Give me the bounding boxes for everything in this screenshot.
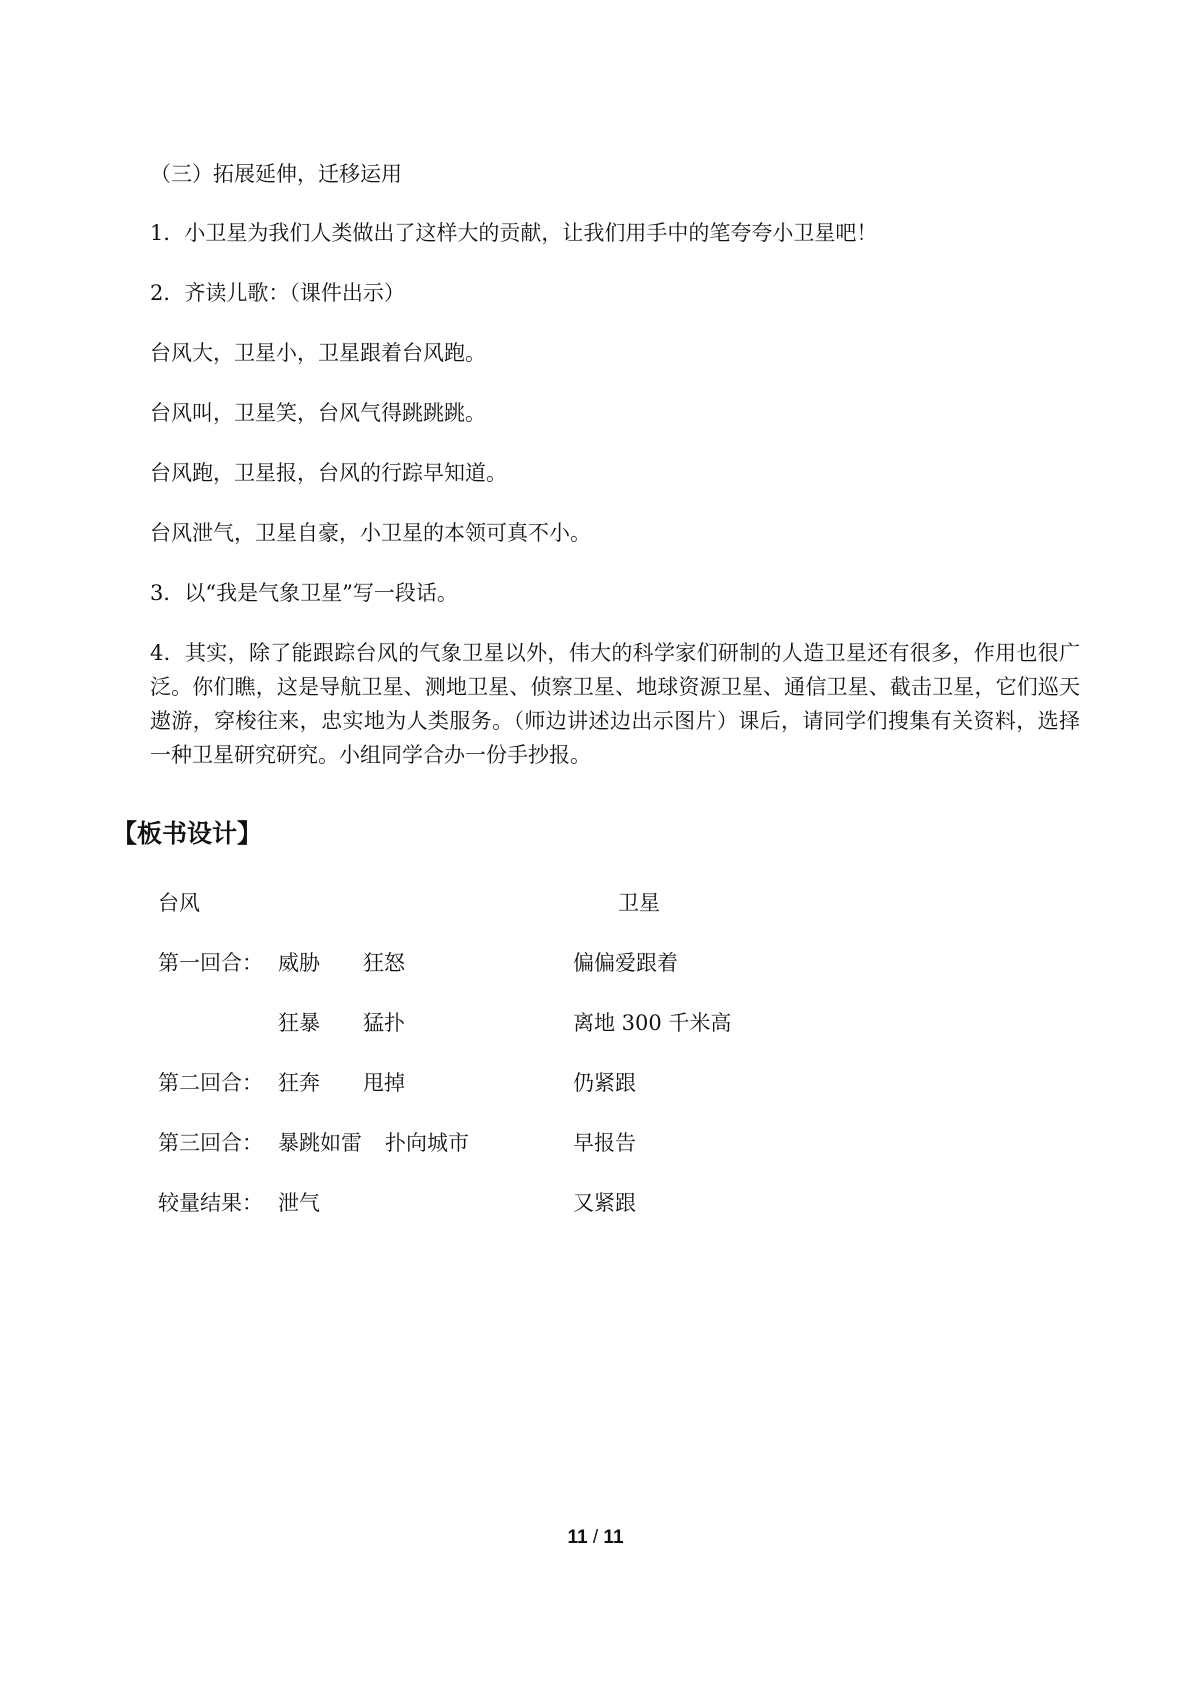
list-item-4: 4．其实，除了能跟踪台风的气象卫星以外，伟大的科学家们研制的人造卫星还有很多，作用也很广泛。你们瞧，这是导航卫星、测地卫星、侦察卫星、地球资源卫星、通信卫星、截击卫星，它们巡天遨游，穿梭往来，忠实地为人类服务。（师边讲述边出示图片）课后，请同学们搜集有关资料，选择一种卫星研究研究。小组同学合办一份手抄报。: [150, 641, 1080, 767]
board-row-word: 威胁: [278, 951, 320, 975]
board-row-label: 第二回合：: [158, 1071, 263, 1095]
board-row-word: 扑向城市: [385, 1131, 469, 1155]
board-row-satellite: 仍紧跟: [573, 1071, 636, 1095]
board-row-label: 第一回合：: [158, 951, 263, 975]
page-total: 11: [603, 1527, 624, 1548]
board-row-word: 暴跳如雷: [278, 1131, 362, 1155]
board-row-satellite: 偏偏爱跟着: [573, 951, 678, 975]
board-row-satellite: 离地 300 千米高: [573, 1011, 732, 1035]
board-row-satellite: 又紧跟: [573, 1191, 636, 1215]
list-item-2: 2．齐读儿歌：（课件出示）: [150, 281, 405, 305]
list-item-3: 3．以“我是气象卫星”写一段话。: [150, 581, 458, 605]
board-row-word: 狂暴: [278, 1011, 320, 1035]
list-item-1: 1．小卫星为我们人类做出了这样大的贡献，让我们用手中的笔夸夸小卫星吧！: [150, 221, 878, 245]
page-separator: /: [592, 1527, 599, 1548]
board-row-word: 狂奔: [278, 1071, 320, 1095]
page-number: [0, 1527, 1191, 1549]
board-row-satellite: 早报告: [573, 1131, 636, 1155]
song-line-2: 台风叫，卫星笑，台风气得跳跳跳。: [150, 401, 486, 425]
board-header-satellite: 卫星: [618, 891, 660, 915]
board-row-word: 狂怒: [363, 951, 405, 975]
board-row-label: 第三回合：: [158, 1131, 263, 1155]
song-line-3: 台风跑，卫星报，台风的行踪早知道。: [150, 461, 507, 485]
page-current: 11: [567, 1527, 588, 1548]
board-header-typhoon: 台风: [158, 891, 200, 915]
board-row-label: 较量结果：: [158, 1191, 263, 1215]
board-design-heading: 【板书设计】: [112, 819, 263, 848]
song-line-1: 台风大，卫星小，卫星跟着台风跑。: [150, 341, 486, 365]
board-row-word: 甩掉: [363, 1071, 405, 1095]
board-row-word: 泄气: [278, 1191, 320, 1215]
song-line-4: 台风泄气，卫星自豪，小卫星的本领可真不小。: [150, 521, 591, 545]
board-row-word: 猛扑: [363, 1011, 405, 1035]
section-title: （三）拓展延伸，迁移运用: [150, 162, 402, 186]
